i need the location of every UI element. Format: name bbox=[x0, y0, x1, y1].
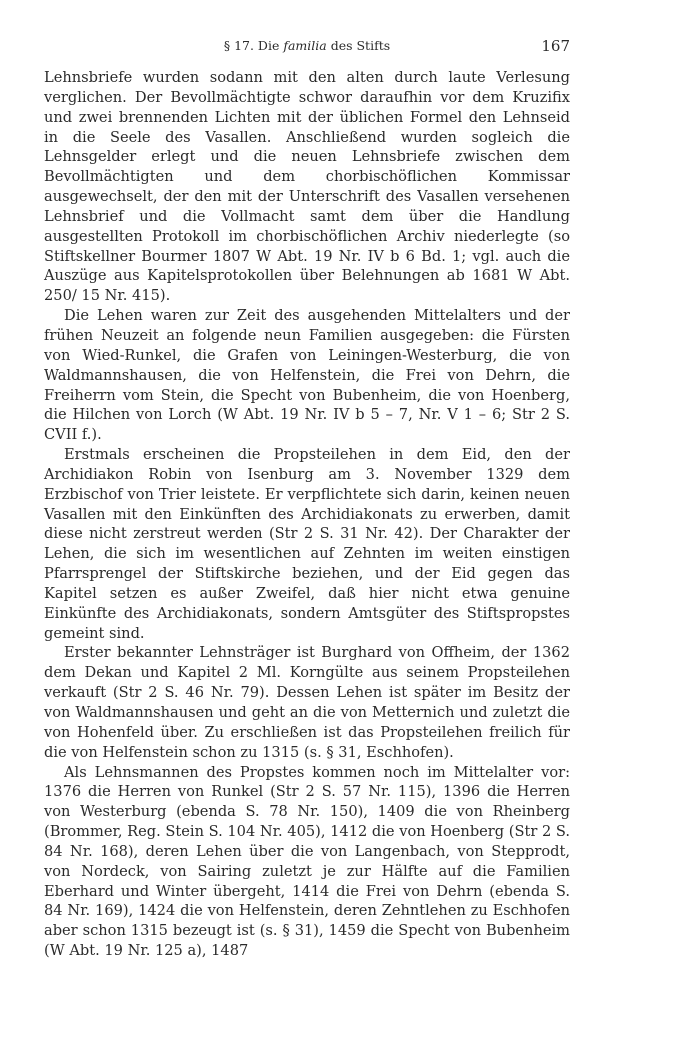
paragraph: Als Lehnsmannen des Propstes kommen noch im Mittelalter vor: 1376 die Herren von Runkel (Str 2 S. 57 Nr. 115), 1396 die Herren von Westerburg (ebenda S. 78 Nr. 150), 1409 die von Rheinberg (Brommer, Reg. Stein S. 104 Nr. 405), 1412 die von Hoenberg (Str 2 S. 84 Nr. 168), deren Lehen über die von Langenbach, von Stepprodt, von Nordeck, von Sairing zuletzt je zur Hälfte auf die Familien Eberhard und Winter übergeht, 1414 die Frei von Dehrn (ebenda S. 84 Nr. 169), 1424 die von Helfenstein, deren Zehntlehen zu Eschhofen aber schon 1315 bezeugt ist (s. § 31), 1459 die Specht von Bubenheim (W Abt. 19 Nr. 125 a), 1487 bbox=[44, 763, 570, 960]
running-head bbox=[44, 37, 570, 59]
paragraph: Die Lehen waren zur Zeit des ausgehenden Mittelalters und der frühen Neuzeit an folgende neun Familien ausgegeben: die Fürsten von Wied-Runkel, die Grafen von Leiningen-Westerburg, die von Waldmannshausen, die von Helfenstein, die Frei von Dehrn, die Freiherrn vom Stein, die Specht von Bubenheim, die von Hoenberg, die Hilchen von Lorch (W Abt. 19 Nr. IV b 5 – 7, Nr. V 1 – 6; Str 2 S. CVII f.). bbox=[44, 307, 570, 444]
running-head-rest: des Stifts bbox=[330, 38, 391, 53]
paragraph: Erstmals erscheinen die Propsteilehen in dem Eid, den der Archidiakon Robin von Isenburg am 3. November 1329 dem Erzbischof von Trier leistete. Er verpflichtete sich darin, keinen neuen Vasallen mit den Einkünften des Archidiakonats zu erwerben, damit diese nicht zerstreut werden (Str 2 S. 31 Nr. 42). Der Charakter der Lehen, die sich im wesentlichen auf Zehnten im weiten einstigen Pfarrsprengel der Stiftskirche beziehen, und der Eid gegen das Kapitel setzen es außer Zweifel, daß hier nicht etwa genuine Einkünfte des Archidiakonats, sondern Amtsgüter des Stiftspropstes gemeint sind. bbox=[44, 446, 570, 642]
paragraph: Lehnsbriefe wurden sodann mit den alten durch laute Verlesung verglichen. Der Bevollmächtigte schwor daraufhin vor dem Kruzifix und zwei brennenden Lichten mit der üblichen Formel den Lehnseid in die Seele des Vasallen. Anschließend wurden sogleich die Lehnsgelder erlegt und die neuen Lehnsbriefe zwischen dem Bevollmächtigten und dem chorbischöflichen Kommissar ausgewechselt, der den mit der Unterschrift des Vasallen versehenen Lehnsbrief und die Vollmacht samt dem über die Handlung ausgestellten Protokoll im chorbischöflichen Archiv niederlegte (so Stiftskellner Bourmer 1807 W Abt. 19 Nr. IV b 6 Bd. 1; vgl. auch die Auszüge aus Kapitelsprotokollen über Belehnungen ab 1681 W Abt. 250/ 15 Nr. 415). bbox=[44, 69, 570, 305]
page-number: 167 bbox=[541, 37, 570, 55]
paragraph: Erster bekannter Lehnsträger ist Burghard von Offheim, der 1362 dem Dekan und Kapitel 2 Ml. Korngülte aus seinem Propsteilehen verkauft (Str 2 S. 46 Nr. 79). Dessen Lehen ist später im Besitz der von Waldmannshausen und geht an die von Metternich und zuletzt die von Hohenfeld über. Zu erschließen ist das Propsteilehen freilich für die von Helfenstein schon zu 1315 (s. § 31, Eschhofen). bbox=[44, 644, 570, 761]
running-head-title bbox=[44, 37, 570, 55]
body-text bbox=[44, 68, 570, 961]
running-head-italic: familia bbox=[283, 38, 327, 53]
running-head-section: § 17. Die bbox=[223, 38, 280, 53]
